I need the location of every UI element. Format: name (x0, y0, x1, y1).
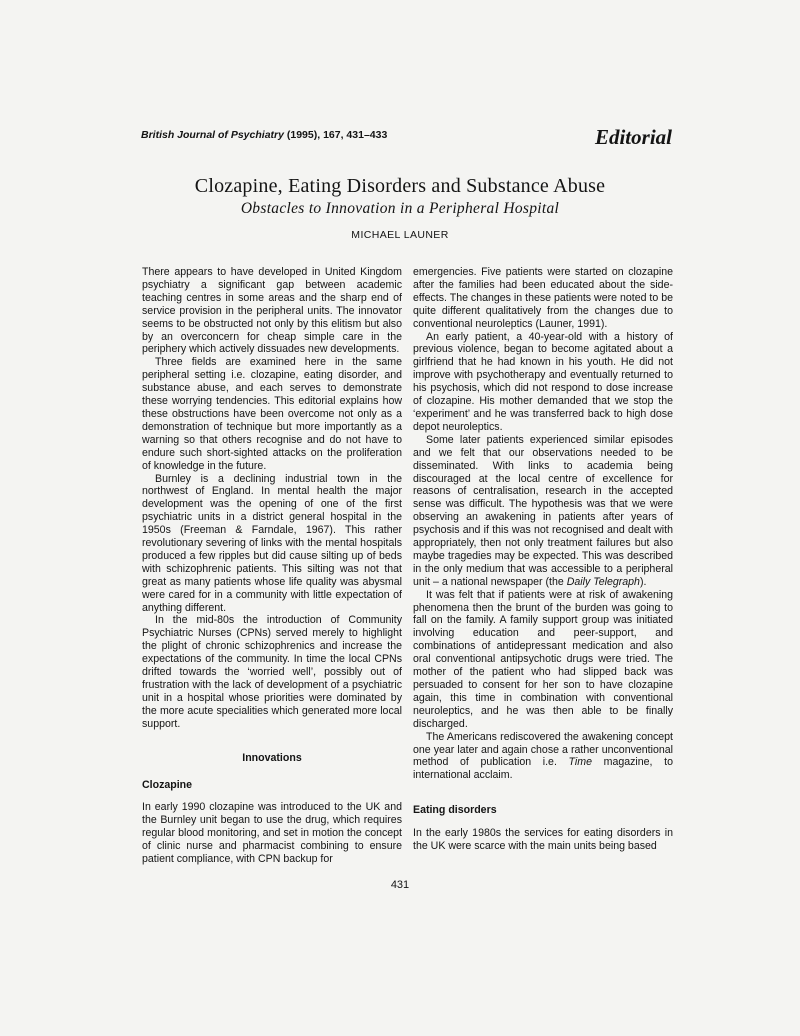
paragraph (413, 731, 673, 783)
section-label: Editorial (594, 125, 672, 149)
paragraph: emergencies. Five patients were started on clozapine after the families had been educated about the side-effects. The changes in these patients were noted to be quite different qualitatively from the changes due to conventional neuroleptics (Launer, 1991). (413, 266, 673, 330)
article-title: Clozapine, Eating Disorders and Substance Abuse (194, 175, 606, 197)
paragraph: Three fields are examined here in the same peripheral setting i.e. clozapine, eating disorder, and substance abuse, and each serves to demonstrate these worrying tendencies. This editorial explains how these obstructions have been overcome not only as a demonstration of technique but more importantly as a warning so that others recognise and do not have to endure such short-sighted attacks on the proliferation of knowledge in the future. (142, 356, 402, 472)
paragraph-text: magazine, to international acclaim. (413, 756, 673, 782)
paragraph: In the mid-80s the introduction of Community Psychiatric Nurses (CPNs) served merely to highlight the plight of chronic schizophrenics and increase the expectations of the community. In time the local CPNs drifted towards the ‘worried well’, possibly out of frustration with the lack of development of a psychiatric unit in a hospital whose priorities were dominated by the more acute specialities which generated more local support. (142, 614, 402, 730)
journal-volume-pages: (1995), 167, 431–433 (283, 129, 388, 141)
paragraph-text: The Americans rediscovered the awakening concept one year later and again chose a rather unconventional method of publication i.e. (413, 730, 673, 769)
paragraph-text: ). (639, 575, 647, 588)
left-column (142, 266, 402, 866)
right-column (413, 266, 673, 853)
paragraph (413, 434, 673, 589)
article-subtitle: Obstacles to Innovation in a Peripheral Hospital (240, 200, 560, 217)
section-heading-innovations: Innovations (242, 751, 302, 764)
journal-citation (141, 129, 387, 141)
subheading-eating-disorders: Eating disorders (413, 804, 497, 817)
paragraph: There appears to have developed in United Kingdom psychiatry a significant gap between academic teaching centres in some areas and the sharp end of service provision in the peripheral units. The innovator seems to be obstructed not only by this elitism but also by an overconcern for cheap simple care in the periphery which actively dissuades new developments. (142, 266, 402, 356)
paragraph: An early patient, a 40-year-old with a history of previous violence, began to become agitated about a girlfriend that he had known in his youth. He did not improve with psychotherapy and eventually returned to his psychosis, which did not respond to dose increase of clozapine. His mother demanded that we stop the ‘experiment’ and he was transferred back to high dose depot neuroleptics. (413, 330, 673, 433)
article-author: MICHAEL LAUNER (351, 229, 449, 241)
journal-name: British Journal of Psychiatry (141, 129, 284, 141)
paragraph-text: Some later patients experienced similar episodes and we felt that our observations needed to be disseminated. With links to academia being discouraged at the local centre of excellence for reasons of centralisation, research in the accepted sense was difficult. The hypothesis was that we were observing an awakening in patients after years of psychosis and if this was not recognised and dealt with appropriately, then not only treatment failures but also maybe tragedies may be expected. This was described in the only medium that was accessible to a peripheral unit – a national newspaper (the (413, 433, 673, 588)
paragraph: It was felt that if patients were at risk of awakening phenomena then the brunt of the burden was going to fall on the family. A family support group was initiated involving education and peer-support, and combinations of antidepressant medication and also oral conventional antipsychotic drugs were tried. The mother of the patient who had slipped back was persuaded to consent for her son to have clozapine again, this time in combination with conventional neuroleptics, and he was then able to be finally discharged. (413, 588, 673, 730)
magazine-name: Time (568, 756, 592, 769)
paragraph: In the early 1980s the services for eating disorders in the UK were scarce with the main units being based (413, 827, 673, 853)
paragraph: In early 1990 clozapine was introduced to the UK and the Burnley unit began to use the drug, which requires regular blood monitoring, and set in motion the concept of clinic nurse and pharmacist combining to ensure patient compliance, with CPN backup for (142, 801, 402, 866)
page-number: 431 (390, 879, 410, 891)
subheading-clozapine: Clozapine (142, 778, 193, 791)
paragraph: Burnley is a declining industrial town in the northwest of England. In mental health the major development was the opening of one of the first psychiatric units in a district general hospital in the 1950s (Freeman & Farndale, 1967). This rather revolutionary severing of links with the mental hospitals produced a few ripples but did cause silting up of beds with schizophrenic patients. This silting was not that great as many patients whose life quality was abysmal were cared for in a community with little expectation of anything different. (142, 472, 402, 614)
newspaper-name: Daily Telegraph (566, 575, 640, 588)
